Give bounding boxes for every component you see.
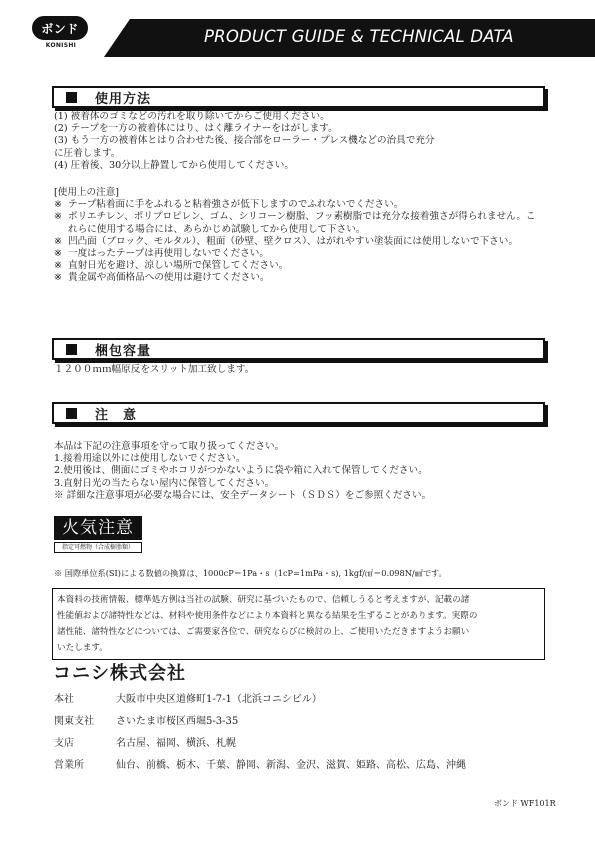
caution-item: ※ 直射日光を避け、涼しい場所で保管してください。: [54, 260, 289, 272]
bond-logo: [32, 16, 90, 56]
disclaimer-line: 諸性能、諸特性などについては、ご需要家各位で、研究ならびに検討の上、ご使用いただきますようお願い: [57, 627, 470, 637]
caution-item: ※ 一度はったテープは再使用しないでください。: [54, 248, 269, 260]
caution-item: ※ 凹凸面（ブロック、モルタル）、粗面（砂壁、壁クロス）、はがれやすい塗装面には使用しないで下さい。: [54, 235, 518, 247]
office-value: さいたま市桜区西堀5-3-35: [116, 716, 239, 727]
usage-step: (1) 被着体のゴミなどの汚れを取り除いてからご使用ください。: [54, 111, 330, 122]
logo-subtext: KONISHI: [45, 42, 77, 49]
caution-item: ※ テープ粘着面に手をふれると粘着強さが低下しますのでふれないでください。: [54, 199, 404, 211]
fire-caution-title: 火気注意: [54, 516, 142, 540]
office-label: 本社: [54, 694, 74, 705]
attention-line: 1.接着用途以外には使用しないでください。: [54, 453, 246, 465]
packaging-text: １２００ｍｍ幅原反をスリット加工致します。: [54, 364, 255, 375]
attention-line: ※ 詳細な注意事項が必要な場合には、安全データシート（ＳＤＳ）をご参照ください。: [54, 489, 432, 501]
attention-line: 本品は下記の注意事項を守って取り扱ってください。: [54, 441, 285, 452]
office-label: 支店: [54, 738, 74, 749]
usage-steps: [54, 111, 544, 172]
disclaimer-line: いたします。: [57, 643, 108, 653]
document-title: PRODUCT GUIDE & TECHNICAL DATA: [204, 27, 514, 46]
company-name: コニシ株式会社: [53, 663, 186, 684]
attention-lines: [54, 441, 544, 502]
usage-step: (2) テープを一方の被着体にはり、はく離ライナーをはがします。: [54, 123, 338, 135]
usage-cautions: [54, 187, 544, 285]
office-value: 大阪市中央区道修町1-7-1（北浜コニシビル）: [116, 694, 322, 705]
section-heading-attention: 注 意: [52, 402, 545, 424]
office-value: 仙台、前橋、栃木、千葉、静岡、新潟、金沢、滋賀、姫路、高松、広島、沖縄: [116, 760, 466, 771]
cautions-title: [使用上の注意]: [54, 187, 120, 198]
disclaimer-line: 本資料の技術情報、標準処方例は当社の試験、研究に基づいたもので、信頼しうると考えますが、記載の諸: [57, 595, 470, 605]
disclaimer-line: 性能値および諸特性などは、材料や使用条件などにより本資料と異なる結果を生ずることがあります。実際の: [57, 611, 478, 621]
office-value: 名古屋、福岡、横浜、札幌: [116, 738, 236, 749]
disclaimer-box: [52, 588, 545, 660]
caution-item: ※ 貴金属や高価格品への使用は避けてください。: [54, 272, 270, 284]
section-heading-packaging: 梱包容量: [52, 338, 545, 360]
office-label: 関東支社: [54, 716, 94, 727]
usage-step: に圧着します。: [54, 147, 121, 159]
attention-line: 2.使用後は、側面にゴミやホコリがつかないように袋や箱に入れて保管してください。: [54, 465, 428, 477]
square-bullet-icon: [66, 408, 77, 419]
attention-line: 3.直射日光の当たらない屋内に保管してください。: [54, 477, 275, 489]
square-bullet-icon: [66, 344, 77, 355]
fire-caution-label: [54, 516, 142, 554]
fire-caution-subtitle: 指定可燃物（合成樹脂類）: [54, 542, 142, 553]
office-label: 営業所: [54, 760, 84, 771]
usage-step: (4) 圧着後、30分以上静置してから使用してください。: [54, 159, 294, 171]
product-code: ボンド WF101R: [494, 799, 556, 808]
square-bullet-icon: [66, 92, 77, 103]
section-heading-usage: 使用方法: [52, 86, 545, 108]
caution-item: ※ ポリエチレン、ポリプロピレン、ゴム、シリコーン樹脂、フッ素樹脂では充分な接着強さが得られません。これらに使用する場合には、あらかじめ試験してから使用して下さい。: [54, 211, 536, 235]
logo-mark: ボンド: [32, 16, 88, 40]
si-conversion-note: ※ 国際単位系(SI)による数値の換算は、1000cP＝1Pa・s（1cP=1mPa・s), 1kgf/㎠＝0.098N/㎟です。: [54, 568, 447, 578]
usage-step: (3) もう一方の被着体とはり合わせた後、接合部をローラー・プレス機などの治具で充分: [54, 135, 435, 147]
